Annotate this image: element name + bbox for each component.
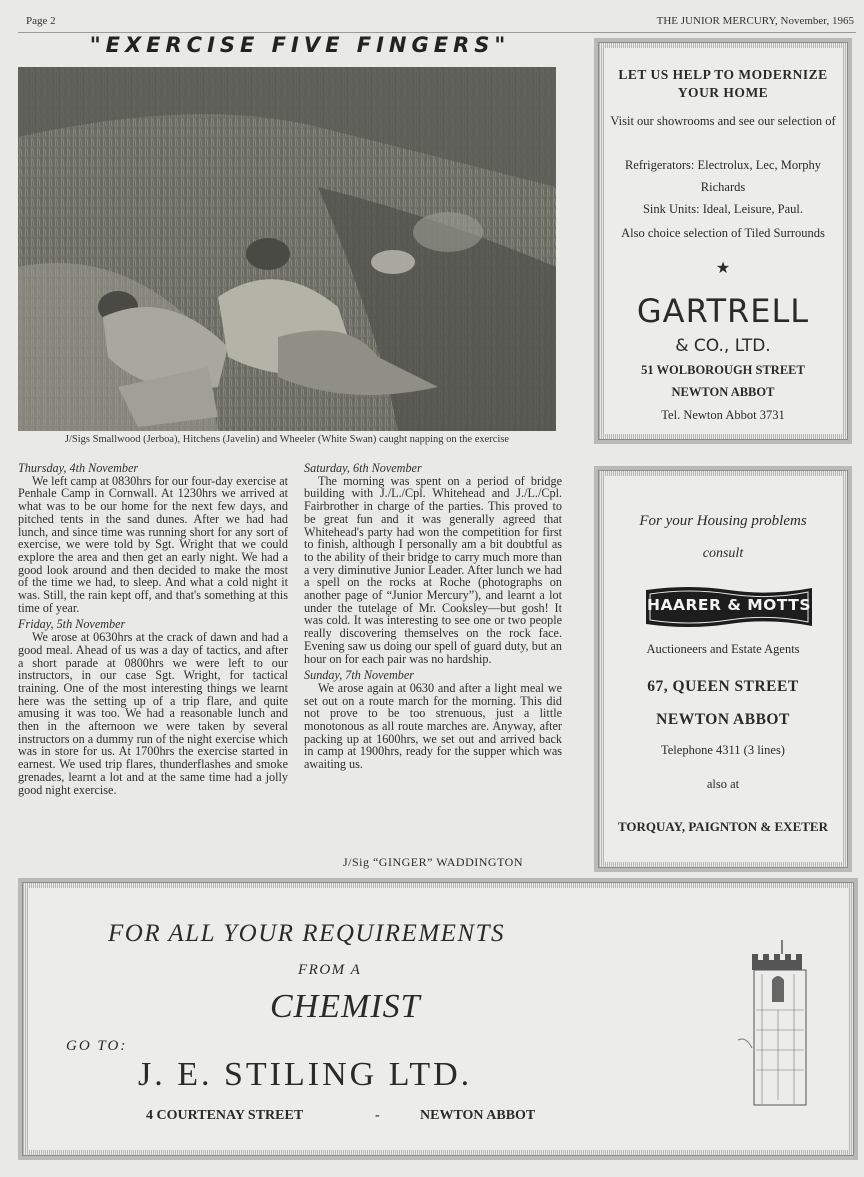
- ad-tiled-surrounds-text: Also choice selection of Tiled Surrounds: [621, 226, 825, 240]
- ad-showrooms-text: Visit our showrooms and see our selection of: [610, 114, 836, 128]
- photo-caption: J/Sigs Smallwood (Jerboa), Hitchens (Javelin) and Wheeler (White Swan) caught napping on the exercise: [64, 434, 510, 445]
- ad-street: 4 COURTENAY STREET: [146, 1108, 304, 1123]
- publication-header: THE JUNIOR MERCURY, November, 1965: [656, 15, 854, 27]
- article-signature: J/Sig “GINGER” WADDINGTON: [342, 855, 524, 869]
- ad-heading: LET US HELP TO MODERNIZE YOUR HOME: [618, 67, 828, 100]
- ad-separator: -: [375, 1108, 380, 1123]
- article-headline: "EXERCISE FIVE FINGERS": [89, 33, 511, 57]
- page-number: Page 2: [26, 15, 56, 27]
- ad-company-name: J. E. STILING LTD.: [138, 1056, 473, 1093]
- article-column-2: [304, 462, 562, 771]
- ad-consult-line: consult: [702, 546, 744, 561]
- section-day-heading: Friday, 5th November: [18, 617, 126, 632]
- ad-telephone: Tel. Newton Abbot 3731: [661, 408, 785, 422]
- ad-housing-line: For your Housing problems: [639, 513, 807, 529]
- ad-chemist-line: CHEMIST: [270, 988, 421, 1025]
- ad-tagline: Auctioneers and Estate Agents: [646, 642, 800, 656]
- ad-gartrell: [594, 38, 852, 444]
- ad-refrigerators-text: Refrigerators: Electrolux, Lec, Morphy Richards: [624, 158, 822, 194]
- ad-haarer-motts: [594, 466, 852, 872]
- ad-town: NEWTON ABBOT: [671, 385, 775, 399]
- section-day-heading: Saturday, 6th November: [304, 461, 422, 475]
- ad-address: 51 WOLBOROUGH STREET: [641, 363, 805, 377]
- ad-also-at: also at: [706, 777, 740, 791]
- ad-address: 67, QUEEN STREET: [647, 678, 799, 695]
- ad-stiling: [18, 878, 858, 1160]
- ad-from-a-line: FROM A: [298, 962, 362, 978]
- ad-company-suffix: & CO., LTD.: [675, 336, 771, 356]
- section-text: The morning was spent on a period of bridge building with J./L./Cpl. Whitehead and J./L./Cpl. Fairbrother in charge of the parties. This proved to be great fun and it was generally agreed that Whitehead's party had won the competition for first to finish, although I personally am a bit doubtful as to the ability of their bridge to carry much more than a very diminutive Junior Leader. After lunch we had a spell on the rocks at Roche (photographs on another page of “Junior Mercury”), and learnt a lot under the tutelage of Mr. Cooksley—but gosh! It was cold. It was interesting to see one or two people really discovering themselves on the rock face. Evening saw us doing our spell of guard duty, but an hour on for each pair was no hardship.: [304, 473, 562, 666]
- section-text: We left camp at 0830hrs for our four-day exercise at Penhale Camp in Cornwall. At 1230hrs we arrived at what was to be our home for the next few days, and pitched tents in the sand dunes. After we had had lunch, and since time was running short for any sort of exercise, we were told by Sgt. Wright that we could explore the area and then get an early night. We had a good look around and then decided to make the most of the time we had, to sleep. And what a cold night it was. Still, the rain kept off, and that's something at this time of year.: [18, 473, 288, 615]
- ad-requirements-line: FOR ALL YOUR REQUIREMENTS: [108, 920, 505, 947]
- ad-company-name: GARTRELL: [636, 292, 810, 330]
- ad-town: NEWTON ABBOT: [420, 1108, 536, 1123]
- logo-text: HAARER & MOTTS: [647, 596, 811, 614]
- section-day-heading: Sunday, 7th November: [304, 668, 415, 683]
- ad-town: NEWTON ABBOT: [656, 711, 790, 728]
- section-text: We arose again at 0630 and after a light meal we set out on a route march for the morning. This did not prove to be too strenuous, just a little monotonous as all route marches are. Anyway, after packing up at 1600hrs, we set out and arrived back in camp at 1900hrs, ready for the supper which was awaiting us.: [304, 680, 562, 772]
- church-tower-illustration: [738, 940, 808, 1110]
- ad-go-to: GO TO:: [66, 1038, 128, 1054]
- ad-telephone: Telephone 4311 (3 lines): [661, 743, 785, 757]
- photo-soldiers-napping: [18, 67, 556, 431]
- ad-branches: TORQUAY, PAIGNTON & EXETER: [618, 819, 828, 834]
- ad-sink-units-text: Sink Units: Ideal, Leisure, Paul.: [642, 202, 804, 216]
- article-photo: [18, 67, 556, 431]
- section-day-heading: Thursday, 4th November: [18, 461, 139, 475]
- section-text: We arose at 0630hrs at the crack of dawn and had a good meal. Ahead of us was a day of tactics, and after a short parade at 0800hrs we were left to our instructors, in our case Sgt. Wright, for tactical training. One of the most interesting things we learnt here was the setting up of a trip flare, and quite amusing it was too. We had a reasonable lunch and then in the afternoon we were taken by several instructors on a dummy run of the night exercise which was in store for us. At 1700hrs the exercise started in earnest. We used trip flares, thunderflashes and smoke grenades, learnt a lot and at the same time had a jolly good night exercise.: [18, 630, 288, 797]
- article-column-1: [18, 462, 288, 796]
- star-icon: ★: [715, 260, 731, 277]
- haarer-motts-logo: [644, 584, 814, 630]
